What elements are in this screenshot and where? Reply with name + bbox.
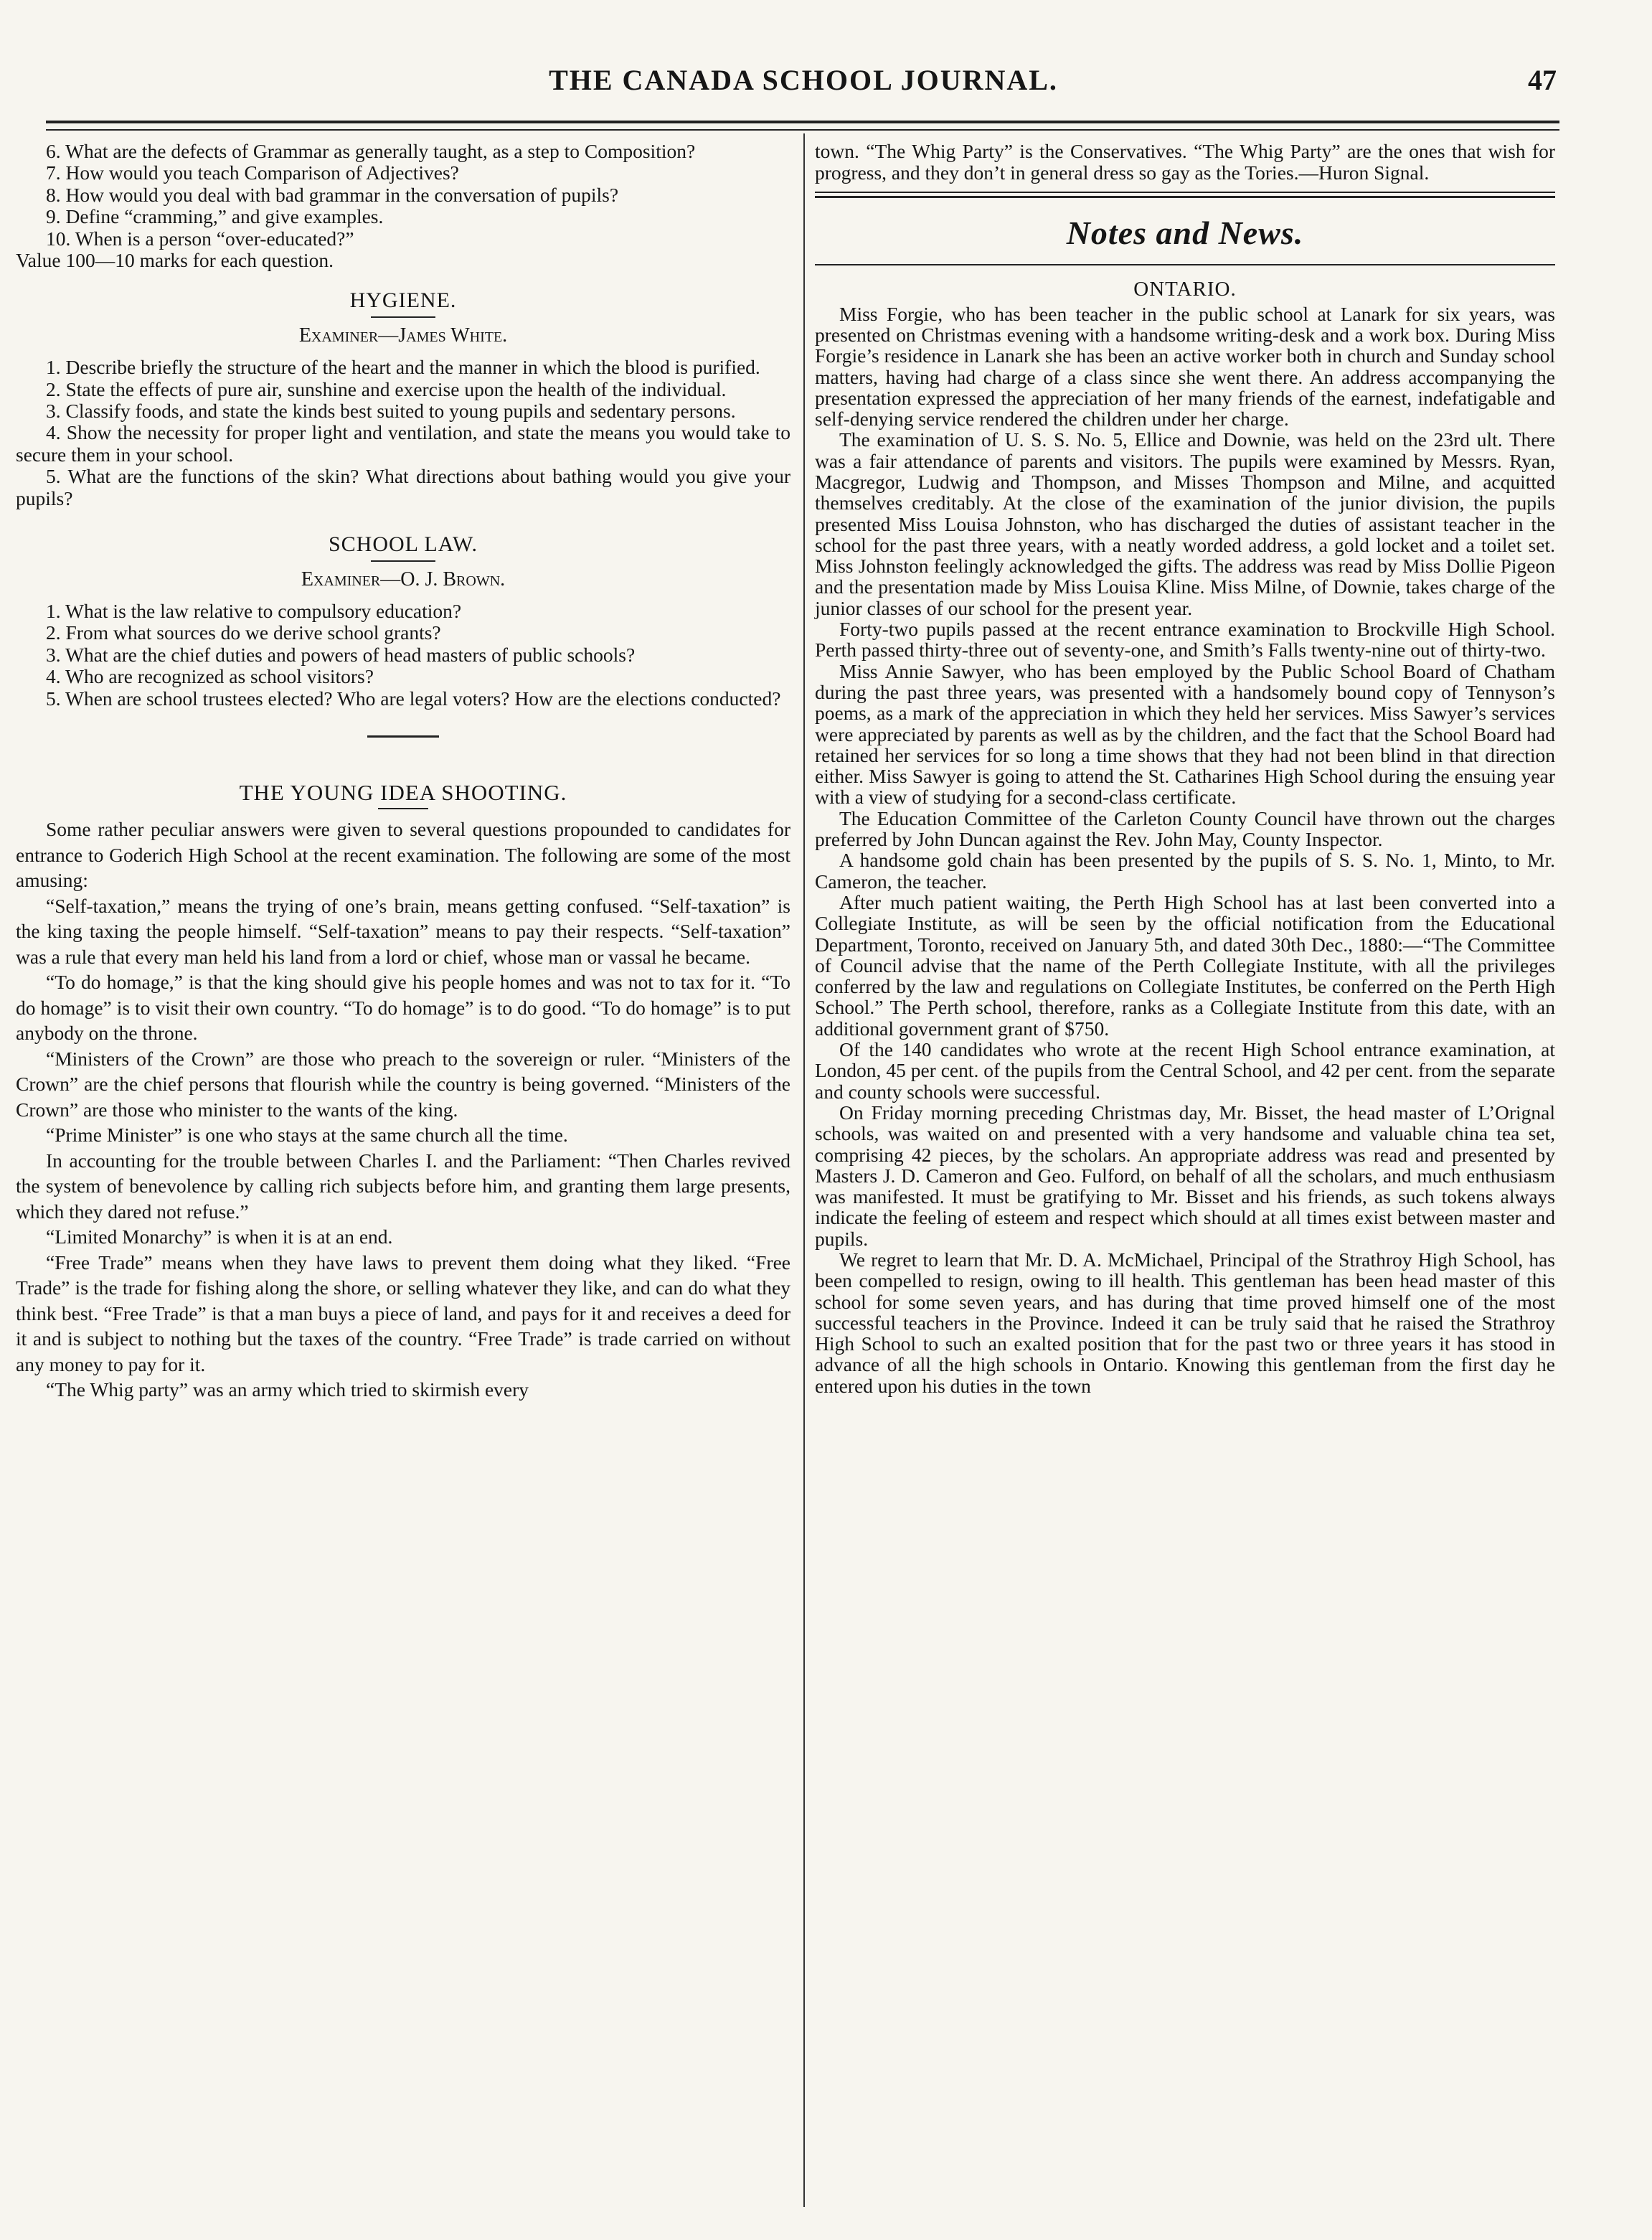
news-item: Miss Forgie, who has been teacher in the public school at Lanark for six years, was presented on Christmas evening with a handsome writing-desk and a work box. During Miss Forgie’s residence in Lanark she has been an active worker both in church and Sunday school matters, having had charge of a class since she went there. An address accompanying the presentation expressed the appreciation of her many friends of the earnest, indefatigable and self-denying service rendered the children under her charge. [815,302,1555,430]
young-idea-paragraph: In accounting for the trouble between Charles I. and the Parliament: “Then Charles revived the system of benevolence by calling rich subjects before him, and granting them large presents, which they dared not refuse.” [16,1149,790,1223]
grammar-question: 8. How would you deal with bad grammar in the conversation of pupils? [46,183,619,206]
notes-and-news-heading: Notes and News. [1066,214,1304,251]
young-idea-heading: THE YOUNG IDEA SHOOTING. [239,779,567,805]
page-number: 47 [1528,64,1557,96]
young-idea-section [16,779,790,1403]
news-item: The examination of U. S. S. No. 5, Ellice and Downie, was held on the 23rd ult. There was a fair attendance of parents and visitors. The pupils were examined by Messrs. Ryan, Macgregor, Ludwig and Thompson, and Misses Thompson and Milne, and acquitted themselves creditably. At the close of the examination of the junior division, the pupils presented Miss Louisa Johnston, who has discharged the duties of assistant teacher in the school for the past three years, with a neatly worded address, a gold locket and a toilet set. Miss Johnston feelingly acknowledged the gifts. The address was read by Miss Dollie Pigeon and the presentation made by Miss Louisa Kline. Miss Milne, of Downie, takes charge of the junior classes of our school for the present year. [815,428,1555,619]
hygiene-question: 1. Describe briefly the structure of the heart and the manner in which the blood is purified. [46,356,760,379]
journal-title: THE CANADA SCHOOL JOURNAL. [549,64,1058,96]
grammar-questions [16,141,790,271]
hygiene-question: 4. Show the necessity for proper light and ventilation, and state the means you would take to secure them in your school. [16,421,790,466]
news-item: We regret to learn that Mr. D. A. McMichael, Principal of the Strathroy High School, has been compelled to resign, owing to ill health. This gentleman has been head master of this school for some seven years, and has during that time proved himself one of the most successful teachers in the Province. Indeed it can be truly said that he raised the Strathroy High School to such an exalted position that for the past two or three years it has stood in advance of all the high schools in Ontario. Knowing this gentleman from the first day he entered upon his duties in the town [815,1248,1555,1397]
heading-rule [815,264,1555,265]
section-rule [815,192,1555,193]
header-rule-thick [46,121,1559,123]
grammar-value-note: Value 100—10 marks for each question. [16,249,334,272]
school-law-question: 3. What are the chief duties and powers of head masters of public schools? [46,643,636,666]
left-column [16,141,790,1403]
young-idea-paragraph: “To do homage,” is that the king should give his people homes and was not to tax for it. “To do homage” is to visit their own country. “To do homage” is to do good. “To do homage” is to put anybody on the throne. [16,971,790,1045]
young-idea-continuation: town. “The Whig Party” is the Conservatives. “The Whig Party” are the ones that wish for progress, and they don’t in general dress so gay as the Tories.—Huron Signal. [815,140,1555,184]
school-law-examiner: Examiner—O. J. Brown. [301,568,506,590]
news-item: A handsome gold chain has been presented by the pupils of S. S. No. 1, Minto, to Mr. Cameron, the teacher. [815,849,1555,893]
news-item: Forty-two pupils passed at the recent entrance examination to Brockville High School. Perth passed thirty-three out of seventy-one, and Smith’s Falls twenty-nine out of thirty-two. [815,618,1555,662]
young-idea-paragraph: “The Whig party” was an army which tried to skirmish every [46,1378,529,1401]
heading-rule [371,316,435,318]
school-law-question: 5. When are school trustees elected? Who are legal voters? How are the elections conducted? [46,687,781,710]
school-law-heading: SCHOOL LAW. [328,532,478,557]
heading-rule [371,560,435,562]
hygiene-question: 3. Classify foods, and state the kinds best suited to young pupils and sedentary persons. [46,400,736,423]
grammar-question: 9. Define “cramming,” and give examples. [46,205,384,228]
news-item: Miss Annie Sawyer, who has been employed by the Public School Board of Chatham during the past three years, was presented with a handsomely bound copy of Tennyson’s poems, as a mark of the appreciation in which they held her services. Miss Sawyer’s services were appreciated by parents as well as by the children, and the fact that the School Board had retained her services for so long a time shows that they had not been blind in that direction either. Miss Sawyer is going to attend the St. Catharines High School during the ensuing year with a view of studying for a second-class certificate. [815,659,1555,809]
young-idea-paragraph: “Prime Minister” is one who stays at the same church all the time. [46,1124,568,1147]
young-idea-paragraph: “Ministers of the Crown” are those who preach to the sovereign or ruler. “Ministers of the Crown” are the chief persons that flourish while the country is being governed. “Ministers of the Crown” are those who minister to the wants of the king. [16,1047,790,1121]
hygiene-question: 5. What are the functions of the skin? What directions about bathing would you give your pupils? [16,465,790,509]
young-idea-paragraph: “Free Trade” means when they have laws to prevent them doing what they liked. “Free Trade” is the trade for fishing along the shore, or selling whatever they like, and can do what they think best. “Free Trade” is that a man buys a piece of land, and pays for it and receives a deed for it and is subject to nothing but the taxes of the country. “Free Trade” is trade carried on without any money to pay for it. [16,1251,790,1375]
news-item: The Education Committee of the Carleton County Council have thrown out the charges preferred by John Duncan against the Rev. John May, County Inspector. [815,806,1555,851]
heading-rule [378,808,428,809]
young-idea-paragraph: “Limited Monarchy” is when it is at an end. [46,1225,393,1248]
column-divider [803,133,805,2207]
school-law-section [16,534,790,710]
hygiene-examiner: Examiner—James White. [298,324,508,347]
school-law-question: 2. From what sources do we derive school grants? [46,621,441,644]
section-rule [815,196,1555,198]
news-item: After much patient waiting, the Perth High School has at last been converted into a Collegiate Institute, as will be seen by the official notification from the Educational Department, Toronto, received on January 5th, and dated 30th Dec., 1880:—“The Committee of Council advise that the name of the Perth Collegiate Institute, with all the privileges conferred by the law and regulations on Collegiate Institutes, be conferred on the Perth High School.” The Perth school, therefore, ranks as a Collegiate Institute from this date, with an additional government grant of $750. [815,890,1555,1040]
hygiene-question: 2. State the effects of pure air, sunshine and exercise upon the health of the individual. [46,377,727,400]
right-column [815,141,1555,1396]
grammar-question: 10. When is a person “over-educated?” [46,227,354,250]
region-heading-ontario: ONTARIO. [1133,278,1237,301]
news-item: On Friday morning preceding Christmas day, Mr. Bisset, the head master of L’Orignal schools, was waited on and presented with a very handsome and valuable china tea set, comprising 42 pieces, by the scholars. An appropriate address was read and presented by Masters J. D. Cameron and Geo. Fulford, on behalf of all the scholars, and much enthusiasm was manifested. It must be gratifying to Mr. Bisset and his friends, as such tokens always indicate the feeling of esteem and respect which should at all times exist between master and pupils. [815,1101,1555,1250]
young-idea-paragraph: “Self-taxation,” means the trying of one’s brain, means getting confused. “Self-taxation” is the king taxing the people himself. “Self-taxation” means to pay their respects. “Self-taxation” was a rule that every man held his land from a lord or chief, whose man or vassal he became. [16,894,790,968]
school-law-question: 1. What is the law relative to compulsory education? [46,599,462,622]
hygiene-section [16,290,790,509]
page-header [50,56,1557,106]
section-separator-rule [367,735,439,738]
grammar-question: 7. How would you teach Comparison of Adjectives? [46,161,459,184]
school-law-question: 4. Who are recognized as school visitors? [46,665,374,688]
news-items [815,303,1555,1396]
header-rule-thin [46,129,1559,131]
news-item: Of the 140 candidates who wrote at the recent High School entrance examination, at London, 45 per cent. of the pupils from the Central School, and 42 per cent. from the separate and county schools were successful. [815,1038,1555,1103]
hygiene-heading: HYGIENE. [349,288,457,313]
grammar-question: 6. What are the defects of Grammar as generally taught, as a step to Composition? [46,140,696,162]
young-idea-intro: Some rather peculiar answers were given to several questions propounded to candidates for entrance to Goderich High School at the recent examination. The following are some of the most amusing: [16,818,790,892]
